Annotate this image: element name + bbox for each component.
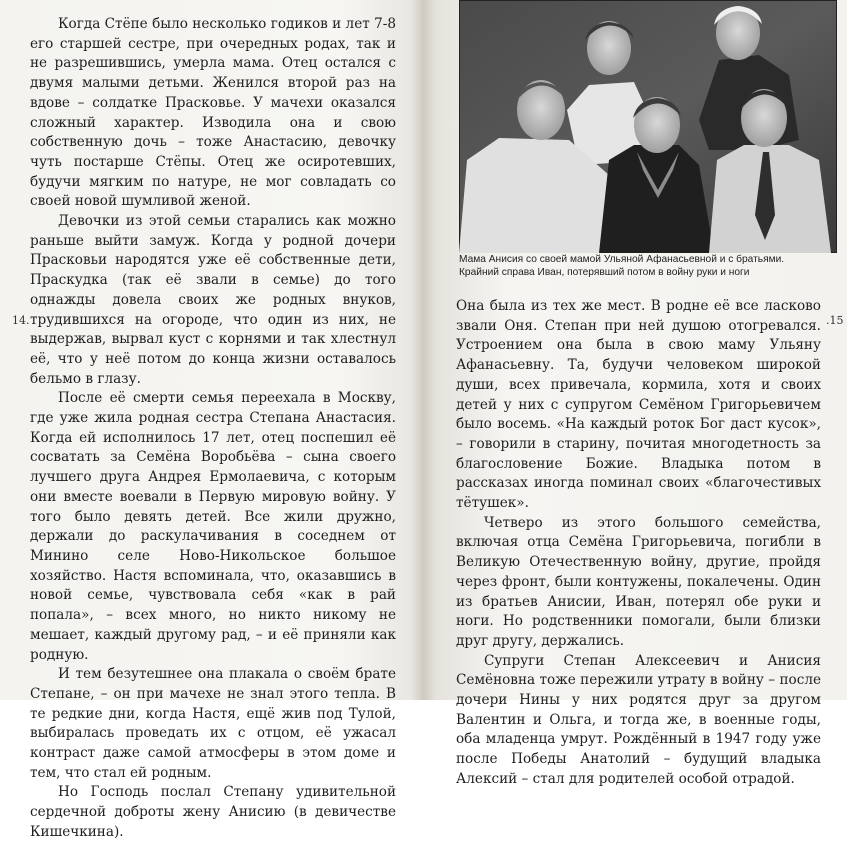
paragraph: Когда Стёпе было несколько годиков и лет 7-8 его старшей сестре, при очередных родах, так и не разрешившись, умерла мама. Отец остался с двумя малыми детьми. Женился второй раз на вдове – солдатке Прасковье. У мачехи оказался сложный характер. Изводила она и свою собственную дочь – тоже Анастасию, девочку чуть постарше Стёпы. Отец же осиротевших, будучи мягким по натуре, не мог совладать со своей новой шумливой женой. — [30, 16, 396, 210]
left-page-number: 14. — [12, 314, 30, 327]
paragraph: Но Господь послал Степану удивительной сердечной доброты жену Анисию (в девичестве Кишечкина). — [30, 784, 396, 840]
paragraph: Она была из тех же мест. В родне её все ласково звали Оня. Степан при ней душою отогревался. Устроением она была в свою маму Ульяну Афанасьевну. Та, будучи человеком широкой души, всех привечала, кормила, хотя и своих детей у них с супругом Семёном Григорьевичем было восемь. «На каждый роток Бог даст кусок», – говорили в старину, почитая многодетность за благословение Божие. Владыка потом в рассказах иногда поминал своих «благочестивых тётушек». — [456, 298, 821, 512]
paragraph: Девочки из этой семьи старались как можно раньше выйти замуж. Когда у родной дочери Прасковьи народятся уже её собственные дети, Праскудка (так её звали в семье) до того однажды довела своих же родных внуков, трудившихся на огороде, что один из них, не выдержав, вырвал куст с корнями и так хлестнул её, что у неё потом до конца жизни оставалось бельмо в глазу. — [30, 213, 396, 387]
paragraph: Четверо из этого большого семейства, включая отца Семёна Григорьевича, погибли в Великую Отечественную войну, другие, пройдя через фронт, были контужены, покалечены. Один из братьев Анисии, Иван, потерял обе руки и ноги. Но родственники помогали, были близки друг другу, держались. — [456, 514, 821, 649]
family-photo-image — [459, 0, 837, 253]
caption-line: Крайний справа Иван, потерявший потом в войну руки и ноги — [459, 267, 750, 279]
photo-caption — [459, 253, 837, 279]
right-page-number: .15 — [826, 314, 844, 327]
family-photo — [459, 0, 837, 253]
right-page-text — [456, 297, 821, 790]
paragraph: Супруги Степан Алексеевич и Анисия Семёновна тоже пережили утрату в войну – после дочери Нины у них родятся друг за другом Валентин и Ольга, и тогда же, в военные годы, оба младенца умрут. Рождённый в 1947 году уже после Победы Анатолий – будущий владыка Алексий – стал для родителей особой отрадой. — [456, 652, 821, 787]
caption-line: Мама Анисия со своей мамой Ульяной Афанасьевной и с братьями. — [459, 254, 785, 265]
paragraph: И тем безутешнее она плакала о своём брате Степане, – он при мачехе не знал этого тепла. В те редкие дни, когда Настя, ещё жив под Тулой, выбиралась проведать их с отцом, её ужасал контраст даже самой атмосферы в этом доме и тем, что стал ей родным. — [30, 666, 396, 781]
left-page-text — [30, 15, 396, 843]
paragraph: После её смерти семья переехала в Москву, где уже жила родная сестра Степана Анастасия. Когда ей исполнилось 17 лет, отец поспешил её сосватать за Семёна Воробьёва – сына своего лучшего друга Андрея Ермолаевича, с которым они вместе воевали в Первую мировую войну. У того было девять детей. Все жили дружно, держали до раскулачивания в соседнем от Минино селе Ново-Никольское большое хозяйство. Настя вспоминала, что, оказавшись в новой семье, чувствовала себя «как в рай попала», – всех много, но никто никому не мешает, каждый другому рад, – и её приняли как родную. — [30, 390, 396, 663]
